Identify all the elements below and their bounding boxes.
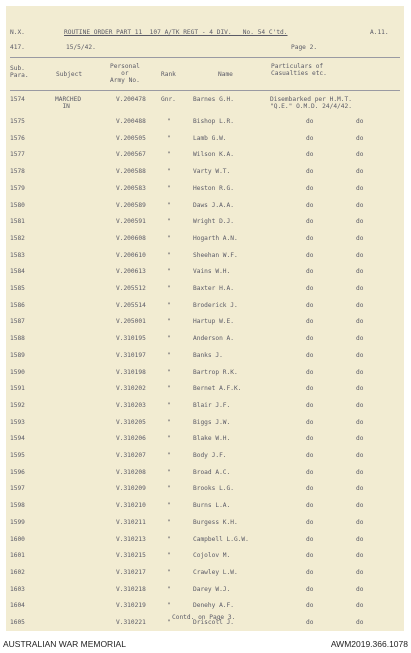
entry-sub-para: 1600 [10, 535, 25, 543]
order-entry [6, 118, 404, 135]
entry-sub-para: 1590 [10, 368, 25, 376]
order-entry [6, 435, 404, 452]
entry-rank: " [167, 485, 171, 493]
entry-sub-para: 1591 [10, 385, 25, 393]
header-number: 417. [10, 44, 25, 51]
col-particulars: Particulars of Casualties etc. [271, 63, 327, 77]
entry-army-no: V.200567 [116, 151, 146, 159]
entry-particulars: do [306, 568, 314, 576]
entry-army-no: V.200613 [116, 268, 146, 276]
order-entry [6, 519, 404, 536]
order-entry [6, 168, 404, 185]
entry-name: Crawley L.W. [193, 568, 238, 576]
entry-rank: " [167, 502, 171, 510]
entry-army-no: V.200589 [116, 201, 146, 209]
entry-name: Brooks L.G. [193, 485, 234, 493]
entry-particulars: Disembarked per H.M.T. "Q.E." O.M.D. 24/4/42. [270, 96, 352, 110]
entry-rank: " [167, 435, 171, 443]
entry-particulars-2: do [356, 535, 364, 543]
entry-sub-para: 1586 [10, 301, 25, 309]
entry-name: Vains W.H. [193, 268, 231, 276]
order-entry [6, 96, 404, 118]
entry-rank: " [167, 335, 171, 343]
entry-particulars: do [306, 418, 314, 426]
order-entry [6, 552, 404, 569]
order-entry [6, 352, 404, 369]
order-entry [6, 369, 404, 386]
order-entry [6, 202, 404, 219]
entry-rank: " [167, 318, 171, 326]
entry-name: Wright D.J. [193, 218, 234, 226]
entry-name: Biggs J.W. [193, 418, 231, 426]
entry-army-no: V.310197 [116, 351, 146, 359]
footer-source: AUSTRALIAN WAR MEMORIAL [3, 639, 126, 649]
order-entry [6, 586, 404, 603]
entry-army-no: V.310207 [116, 452, 146, 459]
entry-particulars: do [306, 118, 314, 125]
entry-rank: " [167, 552, 171, 560]
entry-army-no: V.200478 [116, 96, 146, 103]
entry-name: Banks J. [193, 351, 223, 359]
entry-particulars-2: do [356, 401, 364, 409]
entry-particulars-2: do [356, 251, 364, 259]
entry-rank: " [167, 585, 171, 593]
entry-sub-para: 1578 [10, 168, 25, 176]
entry-particulars: do [306, 218, 314, 226]
entry-rank: " [167, 452, 171, 459]
entry-rank: " [167, 468, 171, 476]
entry-sub-para: 1597 [10, 485, 25, 493]
header-rule-bottom [10, 90, 400, 91]
order-entry [6, 536, 404, 553]
entry-name: Hogarth A.N. [193, 234, 238, 242]
entry-particulars-2: do [356, 151, 364, 159]
entry-army-no: V.310206 [116, 435, 146, 443]
continued-note: Contd. on Page 3. [172, 614, 236, 621]
entry-army-no: V.200610 [116, 251, 146, 259]
entry-sub-para: 1601 [10, 552, 25, 560]
entry-particulars: do [306, 435, 314, 443]
entry-particulars-2: do [356, 184, 364, 192]
entry-rank: " [167, 368, 171, 376]
entry-particulars-2: do [356, 502, 364, 510]
entry-particulars: do [306, 234, 314, 242]
entry-sub-para: 1585 [10, 285, 25, 292]
col-name: Name [218, 71, 233, 78]
entry-particulars-2: do [356, 485, 364, 493]
entry-particulars: do [306, 151, 314, 159]
entry-name: Blake W.H. [193, 435, 231, 443]
entry-particulars: do [306, 619, 314, 626]
entry-rank: " [167, 118, 171, 125]
order-entry [6, 385, 404, 402]
entry-army-no: V.310202 [116, 385, 146, 393]
entry-rank: " [167, 518, 171, 526]
entry-army-no: V.200608 [116, 234, 146, 242]
entry-name: Daws J.A.A. [193, 201, 234, 209]
entry-sub-para: 1588 [10, 335, 25, 343]
order-entry [6, 469, 404, 486]
entry-army-no: V.310211 [116, 518, 146, 526]
col-sub-para: Sub. Para. [10, 65, 29, 79]
entry-name: Barnes G.H. [193, 96, 234, 103]
entry-name: Body J.F. [193, 452, 227, 459]
entry-name: Broderick J. [193, 301, 238, 309]
entry-name: Bishop L.R. [193, 118, 234, 125]
entry-army-no: V.310219 [116, 602, 146, 610]
entry-name: Burns L.A. [193, 502, 231, 510]
entry-sub-para: 1582 [10, 234, 25, 242]
entry-particulars-2: do [356, 201, 364, 209]
entry-name: Hartup W.E. [193, 318, 234, 326]
entry-sub-para: 1594 [10, 435, 25, 443]
entry-army-no: V.310195 [116, 335, 146, 343]
entry-sub-para: 1581 [10, 218, 25, 226]
entry-rank: " [167, 251, 171, 259]
entry-sub-para: 1604 [10, 602, 25, 610]
entry-particulars-2: do [356, 118, 364, 125]
entry-sub-para: 1583 [10, 251, 25, 259]
entry-particulars: do [306, 134, 314, 142]
entry-sub-para: 1579 [10, 184, 25, 192]
entry-sub-para: 1595 [10, 452, 25, 459]
order-entry [6, 285, 404, 302]
entry-particulars-2: do [356, 468, 364, 476]
entry-name: Varty W.T. [193, 168, 231, 176]
entry-particulars-2: do [356, 368, 364, 376]
entry-rank: " [167, 301, 171, 309]
entry-particulars: do [306, 201, 314, 209]
entry-sub-para: 1577 [10, 151, 25, 159]
order-entry [6, 419, 404, 436]
entry-army-no: V.200505 [116, 134, 146, 142]
entry-rank: " [167, 568, 171, 576]
entry-particulars-2: do [356, 418, 364, 426]
entry-rank: " [167, 285, 171, 292]
entry-rank: " [167, 268, 171, 276]
entry-particulars: do [306, 518, 314, 526]
entry-name: Darey W.J. [193, 585, 231, 593]
entry-particulars-2: do [356, 619, 364, 626]
entry-army-no: V.200583 [116, 184, 146, 192]
entry-sub-para: 1589 [10, 351, 25, 359]
entry-army-no: V.205001 [116, 318, 146, 326]
entry-name: Blair J.F. [193, 401, 231, 409]
entry-particulars-2: do [356, 168, 364, 176]
entry-army-no: V.200488 [116, 118, 146, 125]
footer-bar [0, 636, 411, 653]
entry-rank: " [167, 602, 171, 610]
entry-particulars: do [306, 502, 314, 510]
entry-particulars-2: do [356, 435, 364, 443]
entry-rank: " [167, 535, 171, 543]
entry-army-no: V.310217 [116, 568, 146, 576]
entry-rank: " [167, 134, 171, 142]
entry-particulars-2: do [356, 285, 364, 292]
entry-sub-para: 1599 [10, 518, 25, 526]
order-entry [6, 151, 404, 168]
entry-particulars: do [306, 168, 314, 176]
entry-army-no: V.205514 [116, 301, 146, 309]
order-entry [6, 135, 404, 152]
entry-particulars: do [306, 285, 314, 292]
entry-sub-para: 1584 [10, 268, 25, 276]
entry-rank: " [167, 619, 171, 626]
entry-particulars-2: do [356, 301, 364, 309]
entry-sub-para: 1603 [10, 585, 25, 593]
entry-particulars: do [306, 485, 314, 493]
col-army-no: Personal or Army No. [110, 63, 140, 84]
entry-particulars: do [306, 351, 314, 359]
entry-particulars-2: do [356, 134, 364, 142]
footer-accession: AWM2019.366.1078 [330, 639, 408, 649]
entry-particulars: do [306, 602, 314, 610]
entry-particulars: do [306, 335, 314, 343]
entry-rank: " [167, 218, 171, 226]
entry-sub-para: 1575 [10, 118, 25, 125]
entry-particulars: do [306, 318, 314, 326]
entry-name: Anderson A. [193, 335, 234, 343]
entry-army-no: V.310221 [116, 619, 146, 626]
entry-rank: " [167, 201, 171, 209]
entry-sub-para: 1574 [10, 96, 25, 103]
entry-subject: MARCHED IN [55, 96, 82, 110]
order-entry [6, 402, 404, 419]
order-entry [6, 185, 404, 202]
order-entry [6, 268, 404, 285]
entry-name: Lamb G.W. [193, 134, 227, 142]
document-page [6, 6, 404, 631]
order-entry [6, 318, 404, 335]
entry-name: Bartrop R.K. [193, 368, 238, 376]
entry-army-no: V.310203 [116, 401, 146, 409]
entry-sub-para: 1587 [10, 318, 25, 326]
entry-name: Burgess K.H. [193, 518, 238, 526]
entry-particulars-2: do [356, 268, 364, 276]
entry-particulars-2: do [356, 602, 364, 610]
entry-army-no: V.310198 [116, 368, 146, 376]
entry-name: Denehy A.F. [193, 602, 234, 610]
entry-particulars: do [306, 535, 314, 543]
entry-sub-para: 1593 [10, 418, 25, 426]
entry-rank: " [167, 401, 171, 409]
entry-particulars: do [306, 585, 314, 593]
order-entry [6, 252, 404, 269]
entry-rank: " [167, 151, 171, 159]
entry-army-no: V.205512 [116, 285, 146, 292]
entry-army-no: V.200588 [116, 168, 146, 176]
entry-particulars-2: do [356, 552, 364, 560]
page-number: Page 2. [291, 44, 318, 51]
entry-particulars: do [306, 368, 314, 376]
entry-rank: " [167, 351, 171, 359]
order-entry [6, 485, 404, 502]
order-entry [6, 235, 404, 252]
entry-particulars-2: do [356, 218, 364, 226]
entry-army-no: V.310215 [116, 552, 146, 560]
entry-particulars: do [306, 452, 314, 459]
entry-rank: " [167, 234, 171, 242]
entry-particulars-2: do [356, 568, 364, 576]
entry-army-no: V.310208 [116, 468, 146, 476]
header-nx: N.X. [10, 29, 25, 36]
entry-army-no: V.310209 [116, 485, 146, 493]
order-entry [6, 569, 404, 586]
entry-name: Bernet A.F.K. [193, 385, 242, 393]
order-title: ROUTINE ORDER PART 11 107 A/TK REGT - 4 DIV. No. 54 C'td. [64, 29, 288, 36]
order-entry [6, 218, 404, 235]
entry-sub-para: 1592 [10, 401, 25, 409]
entry-sub-para: 1602 [10, 568, 25, 576]
entry-army-no: V.310218 [116, 585, 146, 593]
entry-particulars-2: do [356, 518, 364, 526]
entry-army-no: V.310210 [116, 502, 146, 510]
entry-sub-para: 1576 [10, 134, 25, 142]
entry-particulars-2: do [356, 385, 364, 393]
entry-name: Wilson K.A. [193, 151, 234, 159]
entry-name: Cojolov M. [193, 552, 231, 560]
entry-particulars: do [306, 468, 314, 476]
entry-particulars-2: do [356, 318, 364, 326]
order-entry [6, 302, 404, 319]
entry-particulars: do [306, 184, 314, 192]
entry-name: Heston R.G. [193, 184, 234, 192]
entry-particulars: do [306, 268, 314, 276]
header-rule-top [10, 57, 400, 58]
order-entry [6, 335, 404, 352]
entry-sub-para: 1596 [10, 468, 25, 476]
entry-particulars: do [306, 301, 314, 309]
col-subject: Subject [56, 71, 83, 78]
entry-particulars-2: do [356, 234, 364, 242]
entry-rank: Gnr. [161, 96, 176, 103]
entry-rank: " [167, 418, 171, 426]
entry-name: Campbell L.G.W. [193, 535, 249, 543]
entry-rank: " [167, 168, 171, 176]
order-entry [6, 452, 404, 469]
entry-name: Driscoll J. [193, 619, 234, 626]
entry-particulars: do [306, 251, 314, 259]
entry-sub-para: 1598 [10, 502, 25, 510]
entry-sub-para: 1605 [10, 619, 25, 626]
entry-army-no: V.310213 [116, 535, 146, 543]
entry-particulars: do [306, 552, 314, 560]
entry-rank: " [167, 385, 171, 393]
order-date: 15/5/42. [66, 44, 96, 51]
entry-name: Broad A.C. [193, 468, 231, 476]
header-section-ref: A.11. [370, 29, 389, 36]
entry-particulars-2: do [356, 585, 364, 593]
entry-particulars-2: do [356, 335, 364, 343]
entry-army-no: V.200591 [116, 218, 146, 226]
entry-particulars-2: do [356, 452, 364, 459]
entry-particulars-2: do [356, 351, 364, 359]
entry-particulars: do [306, 385, 314, 393]
entry-army-no: V.310205 [116, 418, 146, 426]
entry-particulars: do [306, 401, 314, 409]
entry-rank: " [167, 184, 171, 192]
col-rank: Rank [161, 71, 176, 78]
order-entry [6, 502, 404, 519]
entry-name: Baxter H.A. [193, 285, 234, 292]
entry-name: Sheehan W.F. [193, 251, 238, 259]
entry-sub-para: 1580 [10, 201, 25, 209]
